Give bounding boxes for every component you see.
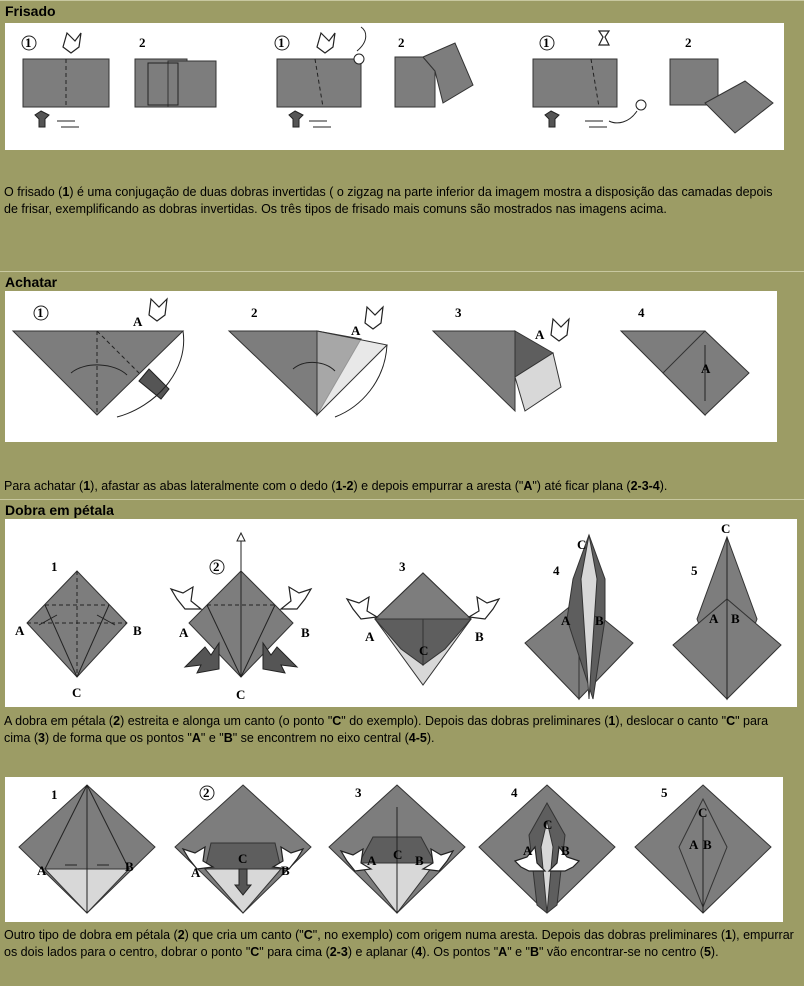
- petala2-figure-4: [479, 785, 615, 913]
- point-label: A: [701, 361, 711, 376]
- bold-reference: 2-3: [329, 945, 348, 959]
- paragraph: A dobra em pétala (2) estreita e alonga um canto (o ponto "C" do exemplo). Depois das dobras preliminares (1), deslocar o canto "C" para cima (3) de forma que os pontos "A" e "B" se encontrem no eixo central (4-5).: [4, 714, 769, 745]
- point-label: A: [561, 613, 571, 628]
- push-arrow-icon: [347, 597, 377, 619]
- achatar-figure-1: [13, 299, 184, 417]
- point-label: B: [125, 859, 134, 874]
- point-label: A: [37, 863, 47, 878]
- petala2-figure-1: [19, 785, 155, 913]
- zigzag-icon: [585, 121, 607, 127]
- petala-diagram-panel-2: [5, 777, 783, 922]
- bold-reference: C: [332, 714, 342, 728]
- point-label: C: [236, 687, 246, 702]
- section-title: Achatar: [5, 274, 58, 290]
- step-number: 1: [543, 35, 550, 50]
- point-label: B: [731, 611, 740, 626]
- point-label: A: [535, 327, 545, 342]
- push-arrow-icon: [149, 299, 167, 321]
- point-label: B: [703, 837, 712, 852]
- bold-reference: 1: [62, 185, 70, 199]
- bold-reference: B: [223, 731, 233, 745]
- step-number: 5: [691, 563, 698, 578]
- point-label: A: [15, 623, 25, 638]
- petala-figure-2: [171, 533, 311, 702]
- step-number: 2: [398, 35, 405, 50]
- section-title: Dobra em pétala: [5, 502, 114, 518]
- point-label: A: [367, 853, 377, 868]
- point-label: A: [179, 625, 189, 640]
- frisado-figure-2: [135, 35, 216, 107]
- step-number: 1: [51, 787, 58, 802]
- point-label: B: [595, 613, 604, 628]
- point-label: C: [393, 847, 403, 862]
- frisado-figure-3: [275, 27, 366, 127]
- petala-figure-3: [347, 559, 499, 685]
- push-arrow-icon: [551, 319, 569, 341]
- valley-fold-arrow-icon: [317, 33, 335, 53]
- bold-reference: A: [498, 945, 508, 959]
- bold-reference: 5: [703, 945, 711, 959]
- achatar-figure-2: [229, 305, 387, 417]
- push-arrow-icon: [35, 111, 49, 127]
- bold-reference: 3: [38, 731, 45, 745]
- point-label: A: [523, 843, 533, 858]
- petala-figure-1: [15, 559, 142, 700]
- point-label: A: [351, 323, 361, 338]
- point-label: C: [698, 805, 708, 820]
- bold-reference: A: [191, 731, 201, 745]
- step-number: 1: [25, 35, 32, 50]
- paragraph: O frisado (1) é uma conjugação de duas dobras invertidas ( o zigzag na parte inferior da imagem mostra a disposição das camadas depois de frisar, exemplificando as dobras invertidas. Os três tipos de frisado mais comuns são mostrados nas imagens acima.: [4, 185, 773, 216]
- achatar-description: [4, 478, 784, 495]
- paragraph: Outro tipo de dobra em pétala (2) que cria um canto ("C", no exemplo) com origem numa aresta. Depois das dobras preliminares (1), empurrar os dois lados para o centro, dobrar o ponto "C" para cima (2-3) e aplanar (4). Os pontos "A" e "B" vão encontrar-se no centro (5).: [4, 928, 794, 959]
- step-number: 3: [355, 785, 362, 800]
- frisado-figure-6: [670, 35, 773, 133]
- petala-description-2: [4, 927, 794, 961]
- petala2-figure-3: [329, 785, 465, 913]
- point-label: B: [301, 625, 310, 640]
- achatar-diagrams: [5, 291, 777, 442]
- step-number: 3: [455, 305, 462, 320]
- step-number: 2: [251, 305, 258, 320]
- point-label: B: [133, 623, 142, 638]
- step-number: 2: [685, 35, 692, 50]
- petala-figure-5: [673, 521, 781, 699]
- bold-reference: 4: [415, 945, 423, 959]
- point-label: C: [419, 643, 429, 658]
- bold-reference: C: [303, 928, 313, 942]
- frisado-diagram-panel: [5, 23, 784, 150]
- frisado-description: [4, 184, 784, 218]
- push-arrow-icon: [281, 587, 311, 609]
- point-label: A: [709, 611, 719, 626]
- step-number: 1: [51, 559, 58, 574]
- bold-reference: 2: [177, 928, 185, 942]
- bold-reference: C: [250, 945, 260, 959]
- petala-diagram-panel-1: [5, 519, 797, 707]
- bold-reference: 1-2: [335, 479, 354, 493]
- paragraph: Para achatar (1), afastar as abas lateralmente com o dedo (1-2) e depois empurrar a aresta ("A") até ficar plana (2-3-4).: [4, 479, 668, 493]
- bold-reference: 4-5: [408, 731, 427, 745]
- step-number: 3: [399, 559, 406, 574]
- point-label: A: [191, 865, 201, 880]
- point-label: C: [721, 521, 731, 536]
- bold-reference: A: [523, 479, 533, 493]
- bold-reference: 2: [113, 714, 121, 728]
- point-label: B: [415, 853, 424, 868]
- petala-description-1: [4, 713, 794, 747]
- push-arrow-icon: [545, 111, 559, 127]
- point-label: C: [543, 817, 553, 832]
- step-number: 2: [203, 785, 210, 800]
- step-number: 4: [638, 305, 645, 320]
- bold-reference: C: [726, 714, 736, 728]
- bold-reference: 2-3-4: [630, 479, 660, 493]
- achatar-figure-4: [621, 305, 749, 415]
- frisado-figure-5: [533, 31, 646, 127]
- step-number: 2: [213, 559, 220, 574]
- point-label: A: [133, 314, 143, 329]
- point-label: C: [577, 537, 587, 552]
- bold-reference: 1: [83, 479, 91, 493]
- step-number: 1: [278, 35, 285, 50]
- lift-arrow-icon: [139, 369, 169, 399]
- section-header-frisado: [0, 0, 804, 22]
- bold-reference: B: [529, 945, 540, 959]
- frisado-figure-1: [22, 33, 109, 127]
- point-label: C: [238, 851, 248, 866]
- push-arrow-icon: [365, 307, 383, 329]
- step-number: 1: [37, 305, 44, 320]
- achatar-figure-3: [433, 305, 569, 411]
- zigzag-icon: [309, 121, 331, 127]
- valley-fold-arrow-icon: [599, 31, 609, 45]
- point-label: A: [365, 629, 375, 644]
- petala2-figure-5: [635, 785, 771, 913]
- petala2-figure-2: [175, 785, 311, 913]
- frisado-diagrams: [5, 23, 784, 150]
- point-label: B: [281, 863, 290, 878]
- section-header-achatar: [0, 271, 804, 293]
- petala-figure-4: [525, 535, 633, 699]
- point-label: B: [561, 843, 570, 858]
- achatar-diagram-panel: [5, 291, 777, 442]
- bold-reference: 1: [608, 714, 616, 728]
- step-number: 4: [553, 563, 560, 578]
- step-number: 4: [511, 785, 518, 800]
- point-label: A: [689, 837, 699, 852]
- valley-fold-arrow-icon: [63, 33, 81, 53]
- point-label: C: [72, 685, 82, 700]
- push-arrow-icon: [171, 587, 201, 609]
- section-header-dobra-em-petala: [0, 499, 804, 521]
- petala-diagrams-1: [5, 519, 797, 707]
- step-number: 5: [661, 785, 668, 800]
- section-title: Frisado: [5, 3, 56, 19]
- push-arrow-icon: [469, 597, 499, 619]
- bold-reference: 1: [725, 928, 732, 942]
- zigzag-icon: [57, 121, 79, 127]
- petala-diagrams-2: [5, 777, 783, 922]
- frisado-figure-4: [395, 35, 473, 107]
- push-arrow-icon: [289, 111, 303, 127]
- step-number: 2: [139, 35, 146, 50]
- point-label: B: [475, 629, 484, 644]
